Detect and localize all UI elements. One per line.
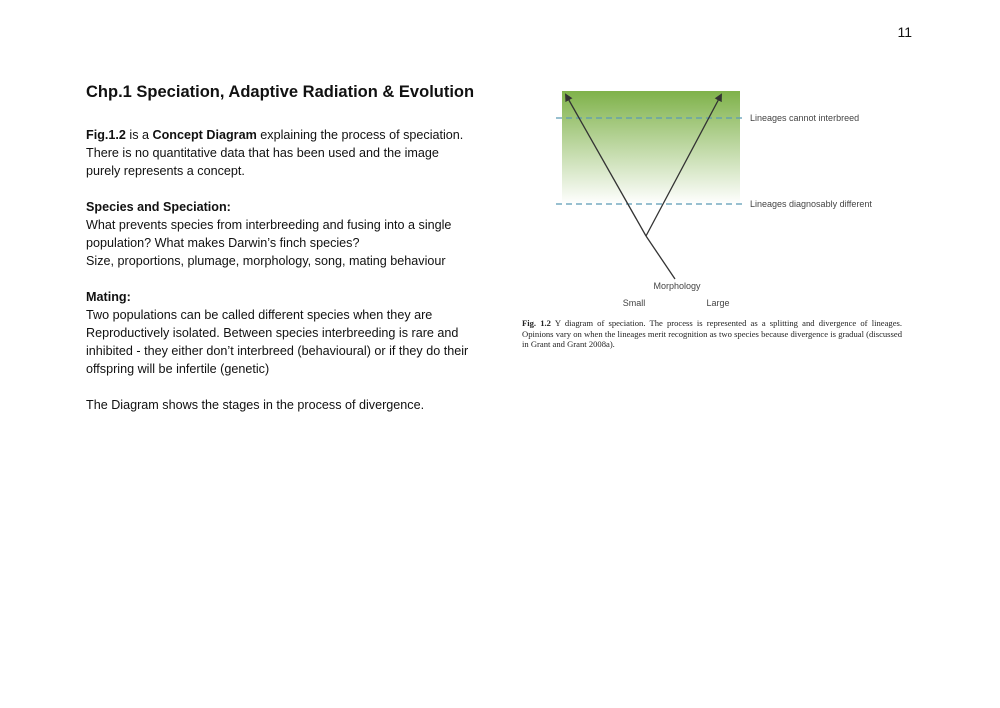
ancestral-stem — [646, 236, 675, 279]
species-traits: Size, proportions, plumage, morphology, song, mating behaviour — [86, 254, 446, 268]
intro-text-1: is a — [125, 128, 153, 142]
label-diagnosably-different: Lineages diagnosably different — [750, 199, 872, 209]
axis-label-small: Small — [622, 298, 646, 308]
label-cannot-interbreed: Lineages cannot interbreed — [750, 113, 860, 123]
intro-paragraph — [86, 126, 476, 180]
caption-label: Fig. 1.2 — [522, 318, 551, 328]
diagram-type: Concept Diagram — [152, 128, 257, 142]
divergence-zone — [562, 91, 740, 204]
mating-section — [86, 288, 476, 378]
species-question: What prevents species from interbreeding and fusing into a single population? What makes Darwin’s finch species? — [86, 218, 452, 250]
text-column — [86, 80, 476, 432]
fig-reference: Fig.1.2 — [86, 128, 126, 142]
page-title: Chp.1 Speciation, Adaptive Radiation & Evolution — [86, 83, 475, 101]
y-diagram — [522, 80, 902, 320]
page-number: 11 — [897, 24, 912, 40]
intro-text-2: explaining the process of speciation. There is no quantitative data that has been used and the image purely represents a concept. — [86, 128, 464, 178]
axis-label-large: Large — [706, 298, 730, 308]
closing-paragraph: The Diagram shows the stages in the process of divergence. — [86, 398, 425, 412]
axis-title-morphology: Morphology — [653, 281, 701, 291]
figure-caption — [522, 318, 902, 350]
mating-body: Two populations can be called different species when they are Reproductively isolated. Between species interbreeding is rare and inhibited - they either don’t interbreed (behavioural) or if they do their offspring will be infertile (genetic) — [86, 308, 469, 376]
mating-heading: Mating: — [86, 290, 131, 304]
caption-text: Y diagram of speciation. The process is represented as a splitting and divergence of lineages. Opinions vary on when the lineages merit recognition as two species because divergence is gradual (discussed in Grant and Grant 2008a). — [522, 318, 902, 349]
species-heading: Species and Speciation: — [86, 200, 231, 214]
species-section — [86, 198, 476, 270]
